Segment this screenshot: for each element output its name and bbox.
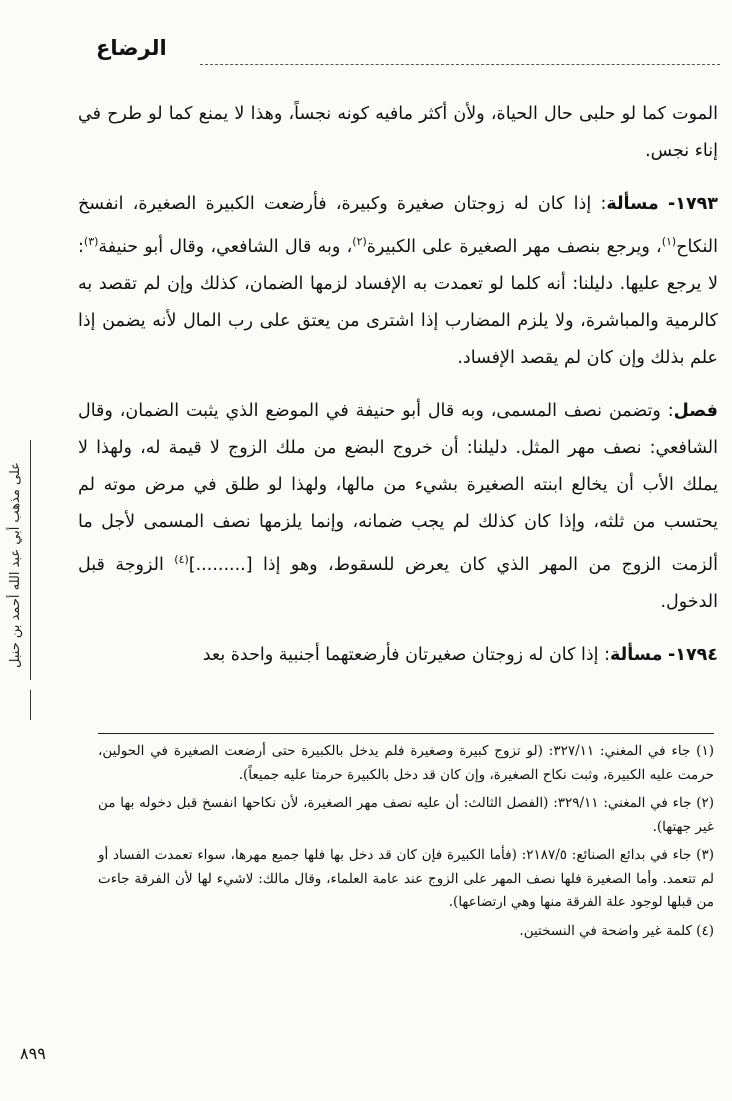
footnote-4: (٤) كلمة غير واضحة في النسختين. xyxy=(519,922,714,939)
page-header-title: الرضاع xyxy=(96,36,167,60)
footnote-2: (٢) جاء في المغني: ٣٢٩/١١: (الفصل الثالث: أن عليه نصف مهر الصغيرة، لأن نكاحها انفسخ قبل دخوله بها من غير جهتها). xyxy=(98,795,715,835)
issue-number: ١٧٩٤- xyxy=(668,644,718,665)
fasl-text: : وتضمن نصف المسمى، وبه قال أبو حنيفة في الموضع الذي يثبت الضمان، وقال الشافعي: نصف مهر المثل. دليلنا: أن خروج البضع من ملك الزوج لا قيمة له، ولهذا لا يملك الأب أن يخالع ابنته الصغيرة بشيء من مالها، ولهذا لو طلق في مرض موته لم يحتسب من ثلثه، وإذا كان كذلك لم يجب ضمانه، وإنما يلزمها نصف المسمى لأجل ما ألزمت الزوج من المهر الذي كان يعرض للسقوط، وهو إذا [.........] xyxy=(78,400,719,575)
footnote-3: (٣) جاء في بدائع الصنائع: ٢١٨٧/٥: (فأما الكبيرة فإن كان قد دخل بها فلها جميع مهرها، سواء تعمدت الفساد أو لم تتعمد. وأما الصغيرة فلها نصف المهر على الزوج عند عامة العلماء، وقال مالك: لاشيء لها لأن الفرقة جاءت من قبلها لوجود علة الفرقة منها وهي ارتضاعها). xyxy=(98,847,714,910)
footnote-ref-1: (١) xyxy=(661,235,677,248)
footnote-ref-4: (٤) xyxy=(174,552,189,566)
paragraph-intro: الموت كما لو حلبى حال الحياة، ولأن أكثر مافيه كونه نجساً، وهذا لا يمنع كما لو طرح في إناء نجس. xyxy=(78,104,718,161)
issue-1793 xyxy=(78,186,718,377)
fasl-section xyxy=(78,393,718,621)
footnote-ref-3: (٣) xyxy=(83,235,99,248)
issue-text: ، ويرجع بنصف مهر الصغيرة على الكبيرة xyxy=(366,236,662,257)
issue-text: : إذا كان له زوجتان صغيرة وكبيرة، فأرضعت الكبيرة الصغيرة، انفسخ النكاح xyxy=(78,194,718,257)
footnote-separator xyxy=(98,733,714,734)
side-book-title: على مذهب أبي عبد الله أحمد بن حنبل xyxy=(8,462,23,668)
main-text xyxy=(78,96,718,690)
header-rule xyxy=(200,64,720,65)
fasl-label: فصل xyxy=(673,400,718,421)
margin-rule xyxy=(30,690,31,720)
issue-text: : إذا كان له زوجتان صغيرتان فأرضعتهما أجنبية واحدة بعد xyxy=(202,644,611,665)
issue-text: ، وبه قال الشافعي، وقال أبو حنيفة xyxy=(98,236,353,257)
issue-label: مسألة xyxy=(610,644,663,665)
issue-label: مسألة xyxy=(606,194,659,214)
footnotes xyxy=(98,740,714,948)
issue-number: ١٧٩٣- xyxy=(668,194,718,214)
footnote-1: (١) جاء في المغني: ٣٢٧/١١: (لو تزوج كبيرة وصغيرة فلم يدخل بالكبيرة حتى أرضعت الصغيرة في الحولين، حرمت عليه الكبيرة، وثبت نكاح الصغيرة، وإن كان قد دخل بالكبيرة حرمتا عليه جميعاً). xyxy=(98,743,714,783)
page-number: ٨٩٩ xyxy=(20,1044,46,1063)
fasl-text: الزوجة قبل الدخول. xyxy=(78,554,718,612)
issue-text: : لا يرجع عليها. دليلنا: أنه كلما لو تعمدت به الإفساد لزمها الضمان، كذلك وإن لم تقصد به كالرمية والمباشرة، ولا يلزم المضارب إذا اشترى من يعتق على رب المال لأنه يضمن إذا علم بذلك وإن كان لم يقصد الإفساد. xyxy=(78,236,718,368)
issue-1794 xyxy=(78,637,718,674)
footnote-ref-2: (٢) xyxy=(352,235,367,248)
